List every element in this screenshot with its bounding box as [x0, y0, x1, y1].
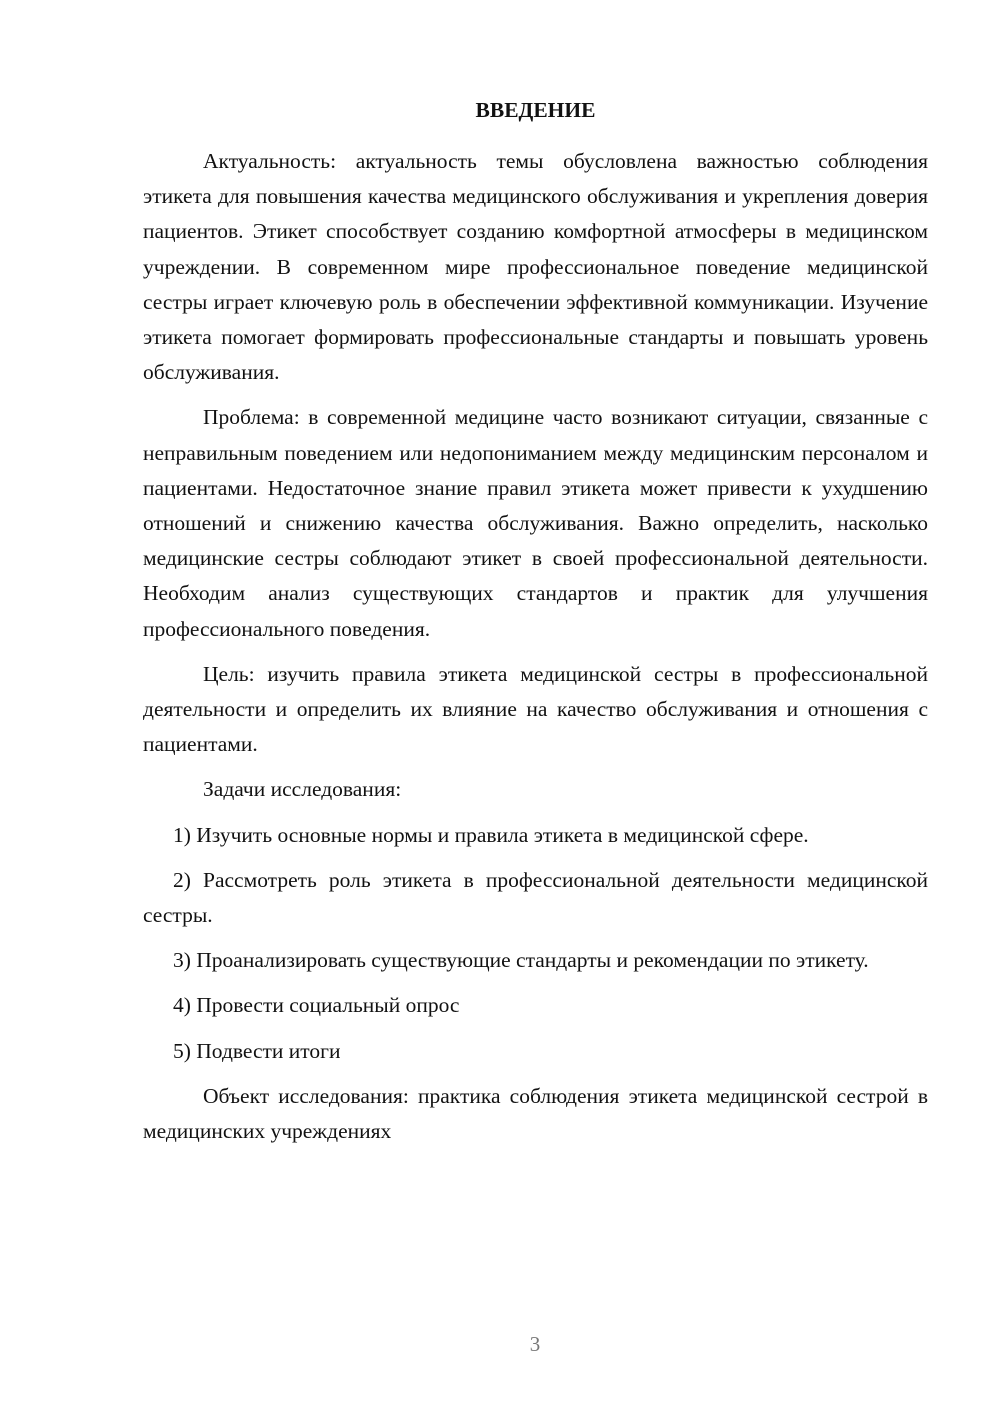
problem-paragraph: Проблема: в современной медицине часто возникают ситуации, связанные с неправильным поведением или недопониманием между медицинским персоналом и пациентами. Недостаточное знание правил этикета может привести к ухудшению отношений и снижению качества обслуживания. Важно определить, насколько медицинские сестры соблюдают этикет в своей профессиональной деятельности. Необходим анализ существующих стандартов и практик для улучшения профессионального поведения. — [143, 405, 928, 641]
tasks-heading: Задачи исследования: — [203, 777, 402, 802]
document-page — [143, 92, 928, 1159]
task-item: 3) Проанализировать существующие стандарты и рекомендации по этикету. — [173, 948, 869, 973]
task-item: 1) Изучить основные нормы и правила этикета в медицинской сфере. — [173, 822, 809, 847]
page-number: 3 — [529, 1332, 541, 1356]
task-item: 4) Провести социальный опрос — [173, 993, 460, 1018]
relevance-paragraph: Актуальность: актуальность темы обусловлена важностью соблюдения этикета для повышения качества медицинского обслуживания и укрепления доверия пациентов. Этикет способствует созданию комфортной атмосферы в медицинском учреждении. В современном мире профессиональное поведение медицинской сестры играет ключевую роль в обеспечении эффективной коммуникации. Изучение этикета помогает формировать профессиональные стандарты и повышать уровень обслуживания. — [143, 149, 928, 385]
goal-paragraph: Цель: изучить правила этикета медицинской сестры в профессиональной деятельности и определить их влияние на качество обслуживания и отношения с пациентами. — [143, 661, 928, 757]
task-item: 5) Подвести итоги — [173, 1038, 341, 1063]
object-paragraph: Объект исследования: практика соблюдения этикета медицинской сестрой в медицинских учреждениях — [143, 1083, 928, 1144]
page-title: ВВЕДЕНИЕ — [475, 98, 596, 122]
task-item: 2) Рассмотреть роль этикета в профессиональной деятельности медицинской сестры. — [143, 867, 928, 928]
